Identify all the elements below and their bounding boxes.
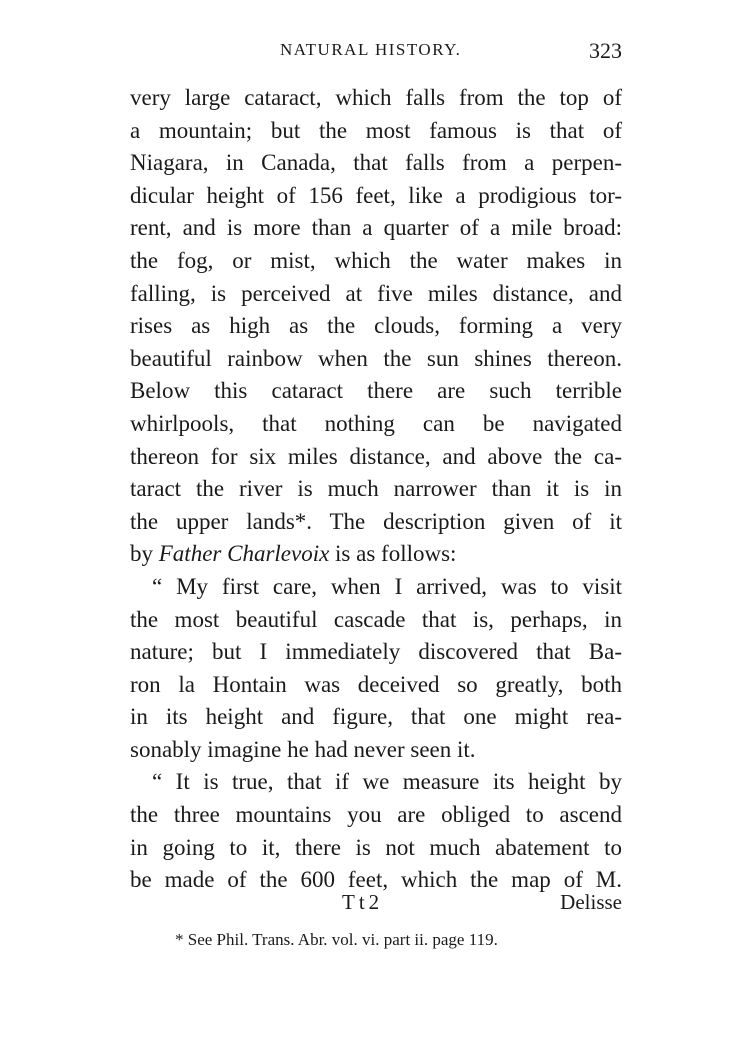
text-line: sonably imagine he had never seen it. [130,736,476,762]
author-name: Father Charlevoix [158,541,330,567]
text-line: the three mountains you are obliged to ascend [130,802,622,828]
page-header [130,38,622,68]
signature-mark: Tt2 [342,890,384,914]
running-title: NATURAL HISTORY. [280,40,462,59]
text-line: in going to it, there is not much abatement to [130,834,622,860]
text-line: be made of the 600 feet, which the map of M. [130,867,622,893]
text-line: ron la Hontain was deceived so greatly, both [130,671,622,697]
page-number: 323 [589,38,622,63]
text-line: Niagara, in Canada, that falls from a perpen- [130,150,622,176]
signature-row [130,890,622,920]
text-line: thereon for six miles distance, and above the ca- [130,443,622,469]
text-line: beautiful rainbow when the sun shines thereon. [130,345,622,371]
text-line: the fog, or mist, which the water makes in [130,247,622,273]
text-line: whirlpools, that nothing can be navigated [130,410,622,436]
body-text [130,82,622,897]
text-line: “ My first care, when I arrived, was to visit [152,573,622,599]
text-line: the most beautiful cascade that is, perhaps, in [130,606,622,632]
text-line: “ It is true, that if we measure its height by [152,769,622,795]
text-line: nature; but I immediately discovered that Ba- [130,639,622,665]
line-prefix: by [130,541,159,567]
text-line: taract the river is much narrower than it is in [130,476,622,502]
text-line: in its height and figure, that one might rea- [130,704,622,730]
text-line: rent, and is more than a quarter of a mile broad: [130,215,622,241]
text-line [130,538,622,571]
text-line: Below this cataract there are such terrible [130,378,622,404]
catchword: Delisse [560,890,622,914]
text-line: falling, is perceived at five miles distance, and [130,280,622,306]
text-line: very large cataract, which falls from the top of [130,85,622,110]
footnote: * See Phil. Trans. Abr. vol. vi. part ii. page 119. [175,930,498,949]
text-line: a mountain; but the most famous is that of [130,117,622,143]
line-suffix: is as follows: [329,541,457,567]
text-line: dicular height of 156 feet, like a prodigious tor- [130,182,622,208]
text-line: the upper lands*. The description given of it [130,508,622,534]
text-line: rises as high as the clouds, forming a very [130,313,622,339]
